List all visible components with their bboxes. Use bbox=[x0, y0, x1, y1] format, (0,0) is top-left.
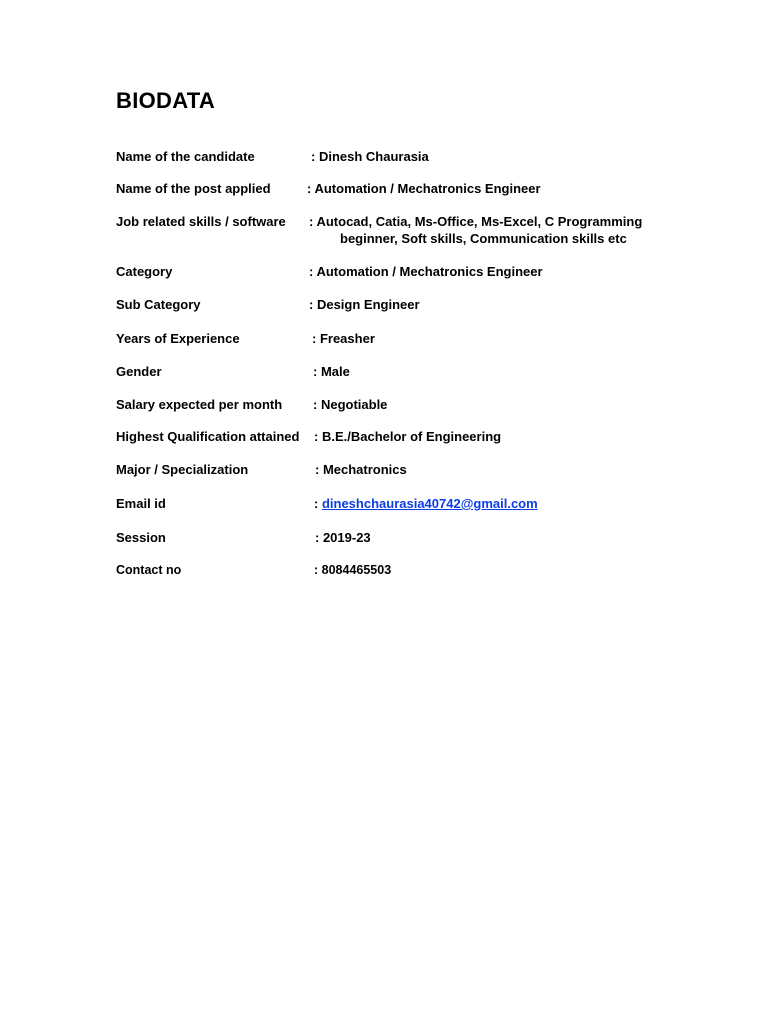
field-value-wrap bbox=[309, 296, 420, 313]
field-label: Sub Category bbox=[116, 297, 201, 312]
field-label: Job related skills / software bbox=[116, 214, 286, 229]
field-value: Negotiable bbox=[320, 397, 388, 412]
field-value-wrap bbox=[315, 461, 407, 478]
field-value-wrap bbox=[309, 263, 543, 280]
field-label: Category bbox=[116, 264, 173, 279]
field-value-wrap bbox=[312, 330, 375, 347]
field-separator: : bbox=[311, 149, 319, 164]
field-value: Dinesh Chaurasia bbox=[318, 149, 429, 164]
field-label: Salary expected per month bbox=[116, 397, 283, 412]
field-label: Session bbox=[116, 530, 166, 545]
field-label: Major / Specialization bbox=[116, 462, 249, 477]
field-label: Name of the post applied bbox=[116, 181, 271, 196]
field-separator: : bbox=[315, 462, 323, 477]
field-separator: : bbox=[313, 397, 321, 412]
field-label: Highest Qualification attained bbox=[116, 429, 300, 444]
field-separator: : bbox=[315, 530, 323, 545]
field-value: Design Engineer bbox=[316, 297, 420, 312]
field-value: Automation / Mechatronics Engineer bbox=[314, 181, 541, 196]
field-value: Male bbox=[320, 364, 350, 379]
field-value-wrap bbox=[314, 428, 501, 445]
field-value: Mechatronics bbox=[322, 462, 407, 477]
field-value-wrap bbox=[314, 495, 538, 512]
field-label: Email id bbox=[116, 496, 166, 511]
field-value-wrap bbox=[309, 213, 642, 247]
field-separator: : bbox=[314, 496, 322, 511]
field-label: Gender bbox=[116, 364, 162, 379]
document-title: BIODATA bbox=[116, 88, 216, 113]
field-separator: : bbox=[309, 297, 317, 312]
field-value: 2019-23 bbox=[322, 530, 371, 545]
field-value: Automation / Mechatronics Engineer bbox=[316, 264, 543, 279]
field-label: Name of the candidate bbox=[116, 149, 255, 164]
field-value-continuation: beginner, Soft skills, Communication skills etc bbox=[340, 231, 627, 246]
field-value-wrap bbox=[314, 562, 391, 579]
field-label: Years of Experience bbox=[116, 331, 240, 346]
field-value-wrap bbox=[311, 148, 429, 165]
field-value-wrap bbox=[307, 180, 541, 197]
field-separator: : bbox=[307, 181, 315, 196]
field-separator: : bbox=[312, 331, 320, 346]
field-label: Contact no bbox=[116, 563, 182, 577]
field-separator: : bbox=[313, 364, 321, 379]
field-value: Freasher bbox=[319, 331, 375, 346]
field-value: B.E./Bachelor of Engineering bbox=[321, 429, 502, 444]
field-separator: : bbox=[309, 214, 317, 229]
field-value-wrap bbox=[313, 363, 350, 380]
field-separator: : bbox=[309, 264, 317, 279]
field-separator: : bbox=[314, 429, 322, 444]
field-value-wrap bbox=[315, 529, 371, 546]
field-value: 8084465503 bbox=[321, 563, 392, 577]
email-link[interactable]: dineshchaurasia40742@gmail.com bbox=[321, 496, 538, 511]
field-value: Autocad, Catia, Ms-Office, Ms-Excel, C Programming bbox=[316, 214, 643, 229]
field-value-wrap bbox=[313, 396, 387, 413]
field-separator: : bbox=[314, 563, 322, 577]
